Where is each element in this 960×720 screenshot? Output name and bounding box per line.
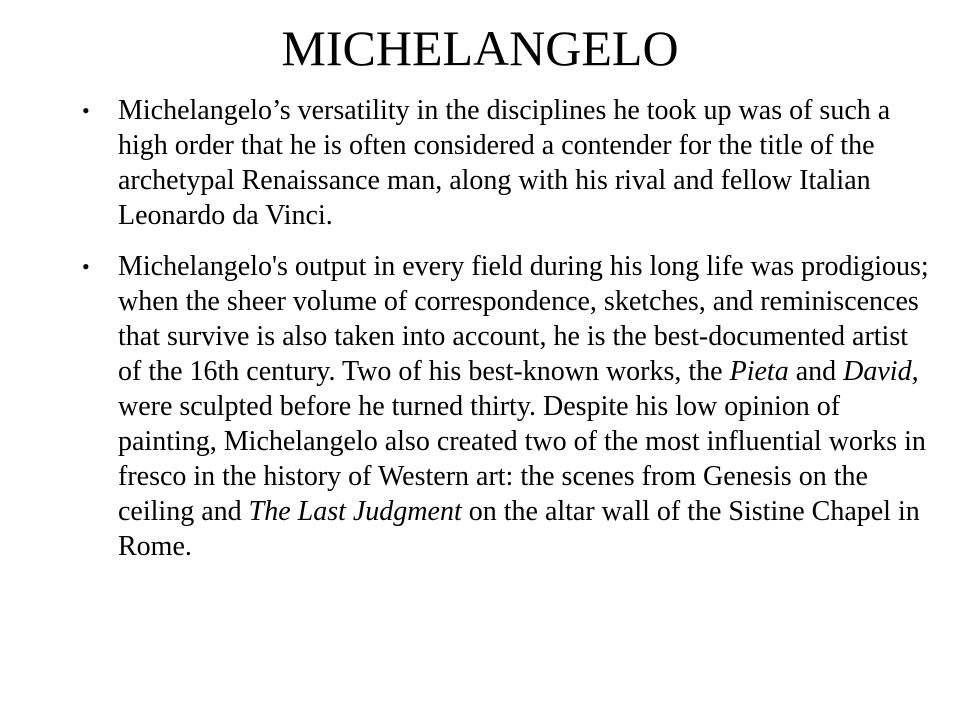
text-segment: were sculpted before he turned thirty. Despite his low opinion of painting, Michelangelo also created two of the most influential works in fresco in the history of Western art: the scenes from Genesis on the ceiling and [118,391,926,527]
bullet-item [80,93,930,233]
bullet-icon: • [82,254,90,279]
bullet-item [80,249,930,564]
text-segment: and [788,356,844,387]
slide-title: MICHELANGELO [281,20,679,76]
text-segment: Michelangelo's output in every field during his long life was prodigious; when the sheer volume of correspondence, sketches, and reminiscences that survive is also taken into account, he is the best-documented artist of the 16th century. Two of his best-known works, the [118,251,929,387]
text-segment: on the altar wall of the Sistine Chapel in Rome. [118,496,920,562]
bullet-list [80,93,930,580]
bullet-text [118,95,890,231]
italic-title-david: David, [843,356,919,387]
text-segment: Michelangelo’s versatility in the disciplines he took up was of such a high order that he is often considered a contender for the title of the archetypal Renaissance man, along with his rival and fellow Italian Leonardo da Vinci. [118,95,891,231]
bullet-text [118,251,929,562]
italic-title-pieta: Pieta [729,356,789,387]
italic-title-last-judgment: The Last Judgment [248,496,462,527]
bullet-icon: • [82,98,90,123]
